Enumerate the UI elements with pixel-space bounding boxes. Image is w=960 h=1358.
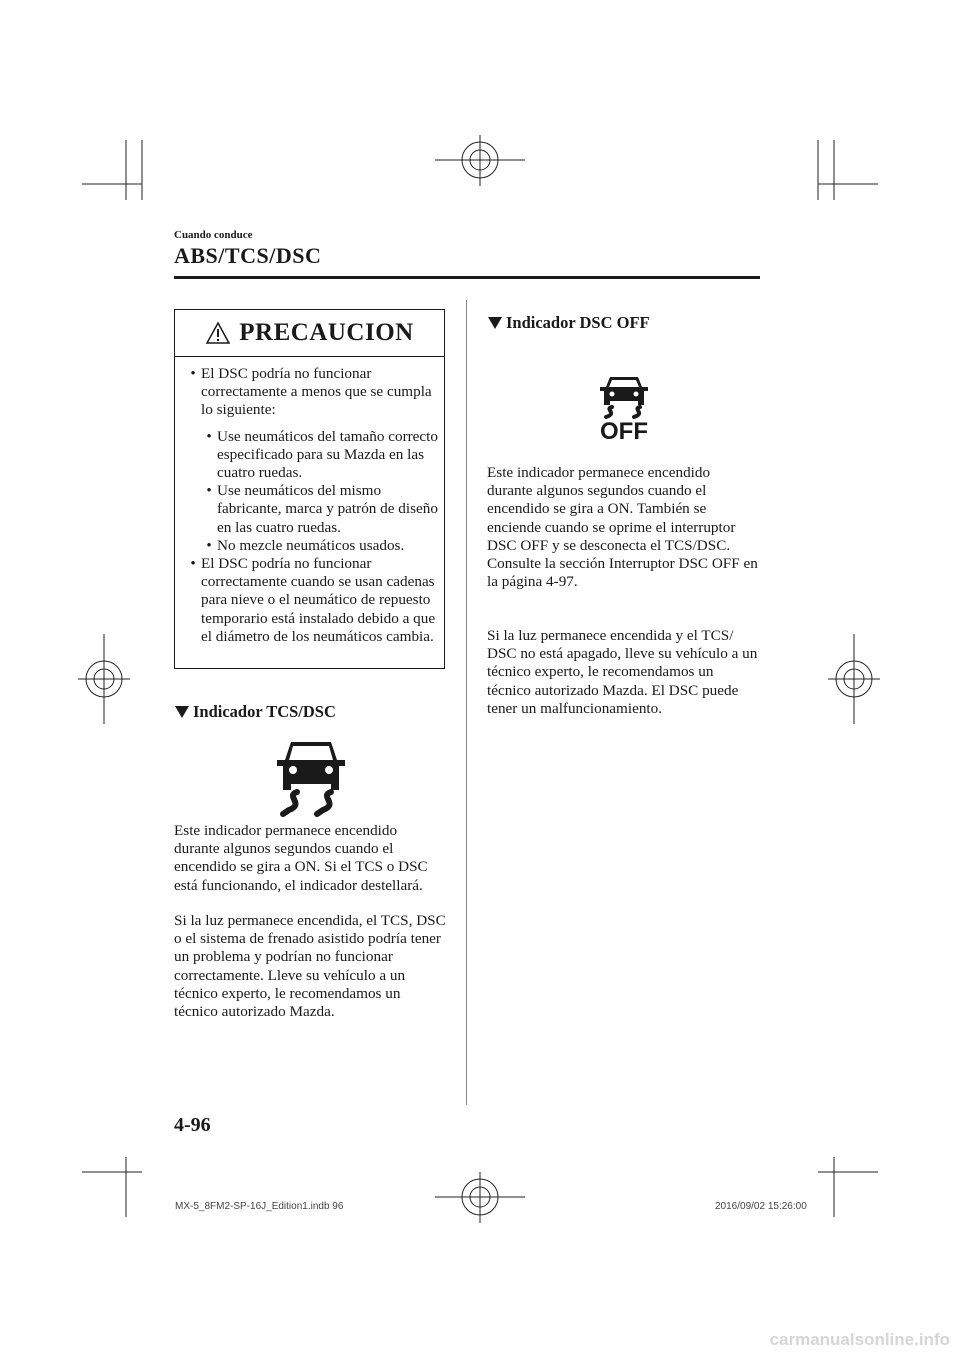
- caution-bullet-text: El DSC podría no funcionar correctamente a menos que se cumpla lo siguiente:: [201, 365, 432, 419]
- column-divider: [466, 300, 467, 1105]
- bullet-glyph: •: [190, 555, 196, 573]
- page-number: 4-96: [174, 1114, 211, 1136]
- tcs-dsc-paragraph: Este indicador permanece encendido durante algunos segundos cuando el encendido se gira a ON. Si el TCS o DSC está funcionando, el indicador destellará.: [174, 822, 428, 894]
- tcs-dsc-heading-text: Indicador TCS/DSC: [193, 702, 336, 721]
- dsc-off-indicator-icon: [588, 373, 660, 443]
- header-rule: [174, 276, 760, 279]
- caution-bullet-text: El DSC podría no funcionar correctamente cuando se usan cadenas para nieve o el neumático de repuesto temporario está instalado debido a que el diámetro de los neumáticos cambia.: [201, 555, 436, 645]
- dsc-off-heading: [487, 313, 650, 333]
- bullet-glyph: •: [206, 427, 212, 445]
- tcs-dsc-skid-car-icon: [275, 738, 347, 820]
- caution-sub-bullet: [201, 537, 438, 555]
- caution-sub-text: Use neumáticos del tamaño correcto especificado para su Mazda en las cuatro ruedas.: [217, 427, 438, 482]
- bullet-glyph: •: [206, 536, 212, 554]
- dsc-off-paragraph: Si la luz permanece encendida y el TCS/ DSC no está apagado, lleve su vehículo a un técnico experto, le recomendamos un técnico autorizado Mazda. El DSC puede tener un malfuncionamiento.: [487, 627, 758, 717]
- caution-body: [175, 357, 444, 646]
- triangle-bullet-icon: [488, 317, 502, 329]
- caution-header: [175, 310, 444, 357]
- dsc-off-heading-text: Indicador DSC OFF: [506, 313, 650, 332]
- dsc-off-paragraph: Este indicador permanece encendido durante algunos segundos cuando el encendido se gira a ON. También se enciende cuando se oprime el interruptor DSC OFF y se desconecta el TCS/DSC. Consulte la sección Interruptor DSC OFF en la página 4-97.: [487, 464, 758, 591]
- bullet-glyph: •: [190, 365, 196, 382]
- tcs-dsc-paragraph: Si la luz permanece encendida, el TCS, DSC o el sistema de frenado asistido podría tener un problema y podrían no funcionar correctamente. Lleve su vehículo a un técnico experto, le recomendamos un técnico autorizado Mazda.: [174, 912, 446, 1021]
- footer-file-info: MX-5_8FM2-SP-16J_Edition1.indb 96: [175, 1201, 344, 1212]
- watermark: carmanualsonline.info: [769, 1330, 950, 1349]
- dsc-off-icon-text: OFF: [600, 418, 648, 443]
- caution-box: [174, 309, 445, 669]
- caution-title: PRECAUCION: [239, 319, 414, 346]
- triangle-bullet-icon: [175, 706, 189, 718]
- warning-triangle-icon: [205, 321, 231, 345]
- caution-sub-bullet: [201, 482, 438, 537]
- caution-sub-list: [201, 428, 438, 555]
- section-label: Cuando conduce: [174, 229, 253, 241]
- caution-bullet: [185, 365, 438, 420]
- caution-sub-bullet: [201, 428, 438, 483]
- bullet-glyph: •: [206, 482, 212, 500]
- section-title: ABS/TCS/DSC: [174, 243, 322, 268]
- tcs-dsc-heading: [174, 702, 336, 722]
- footer-date-info: 2016/09/02 15:26:00: [715, 1201, 807, 1212]
- caution-bullet: [185, 555, 438, 646]
- caution-sub-text: No mezcle neumáticos usados.: [217, 536, 405, 554]
- caution-sub-text: Use neumáticos del mismo fabricante, marca y patrón de diseño en las cuatro ruedas.: [217, 482, 438, 536]
